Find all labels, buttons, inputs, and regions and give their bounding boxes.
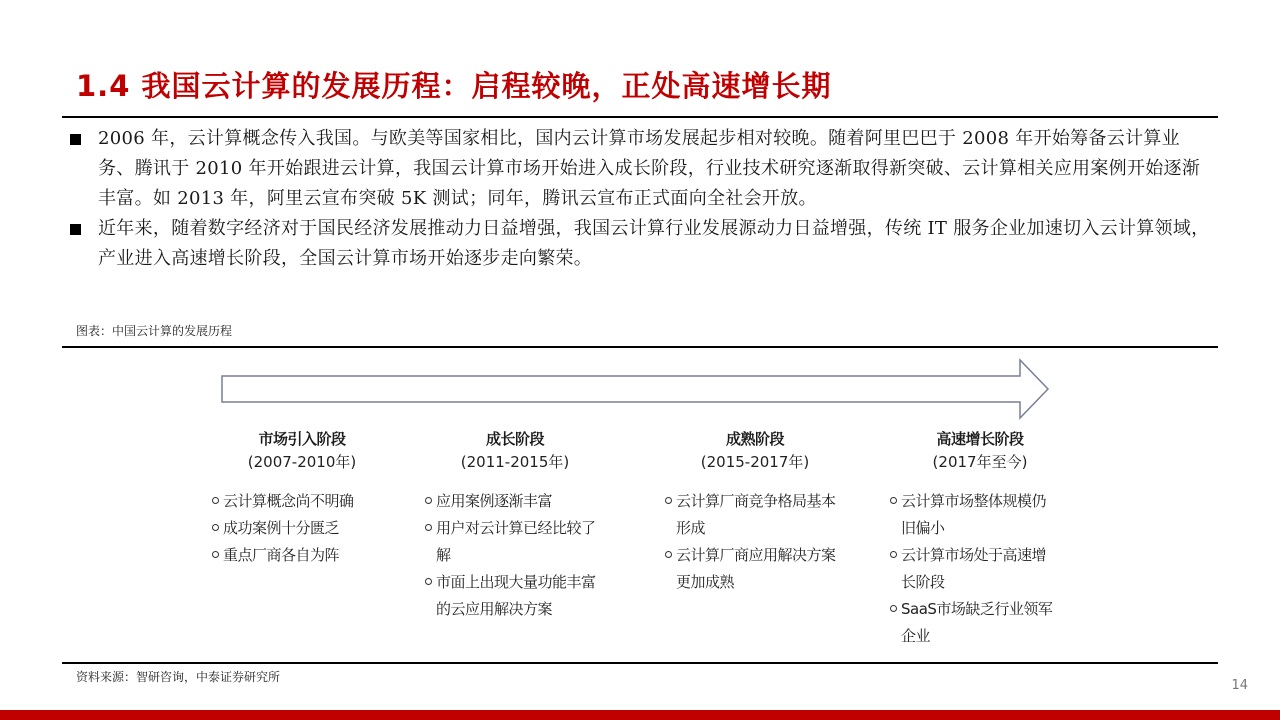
circle-bullet-icon	[425, 578, 432, 585]
circle-bullet-icon	[425, 524, 432, 531]
circle-bullet-icon	[890, 605, 897, 612]
stage-item: 市面上出现大量功能丰富的云应用解决方案	[425, 569, 605, 623]
stage-item: 云计算概念尚不明确	[212, 488, 442, 515]
stage-name: 成长阶段	[485, 430, 544, 448]
figure-caption: 图表：中国云计算的发展历程	[76, 324, 233, 338]
stage-years: (2015-2017年)	[700, 453, 810, 471]
stage-item: SaaS市场缺乏行业领军企业	[890, 596, 1058, 650]
timeline-arrow-icon	[220, 358, 1052, 420]
bullet-text: 近年来，随着数字经济对于国民经济发展推动力日益增强，我国云计算行业发展源动力日益增强，传统 IT 服务企业加速切入云计算领域，产业进入高速增长阶段，全国云计算市场开始逐步走向繁荣。	[98, 218, 1210, 269]
source-divider	[62, 662, 1218, 664]
stage-maturity	[665, 428, 847, 596]
stage-years: (2017年至今)	[932, 453, 1028, 471]
stage-item: 云计算市场处于高速增长阶段	[890, 542, 1058, 596]
circle-bullet-icon	[212, 524, 219, 531]
caption-divider	[62, 346, 1218, 348]
stage-years: (2007-2010年)	[247, 453, 357, 471]
circle-bullet-icon	[890, 497, 897, 504]
stage-name: 市场引入阶段	[258, 430, 346, 448]
circle-bullet-icon	[425, 497, 432, 504]
page-number: 14	[1231, 678, 1248, 693]
bullet-item	[62, 124, 1212, 214]
stage-years: (2011-2015年)	[460, 453, 570, 471]
stage-growth	[425, 428, 605, 623]
page-title: 1.4 我国云计算的发展历程：启程较晚，正处高速增长期	[76, 69, 832, 103]
stage-item: 成功案例十分匮乏	[212, 515, 442, 542]
circle-bullet-icon	[212, 551, 219, 558]
stage-item: 云计算市场整体规模仍旧偏小	[890, 488, 1058, 542]
square-bullet-icon	[70, 134, 81, 145]
source-note: 资料来源：智研咨询，中泰证券研究所	[76, 670, 281, 684]
stage-item: 云计算厂商应用解决方案更加成熟	[665, 542, 847, 596]
circle-bullet-icon	[665, 497, 672, 504]
stage-item: 重点厂商各自为阵	[212, 542, 442, 569]
stage-name: 高速增长阶段	[936, 430, 1024, 448]
stage-item: 用户对云计算已经比较了解	[425, 515, 605, 569]
stage-name: 成熟阶段	[725, 430, 784, 448]
bullet-text: 2006 年，云计算概念传入我国。与欧美等国家相比，国内云计算市场发展起步相对较晚。随着阿里巴巴于 2008 年开始筹备云计算业务、腾讯于 2010 年开始跟进云计算，我国云计算市场开始进入成长阶段，行业技术研究逐渐取得新突破、云计算相关应用案例开始逐渐丰富。如 2013 年，阿里云宣布突破 5K 测试；同年，腾讯云宣布正式面向全社会开放。	[98, 128, 1201, 209]
bullet-list	[62, 124, 1212, 274]
circle-bullet-icon	[665, 551, 672, 558]
circle-bullet-icon	[212, 497, 219, 504]
stage-item: 应用案例逐渐丰富	[425, 488, 605, 515]
bullet-item	[62, 214, 1212, 274]
footer-bar	[0, 710, 1280, 720]
circle-bullet-icon	[890, 551, 897, 558]
stage-item: 云计算厂商竞争格局基本形成	[665, 488, 847, 542]
title-divider	[62, 116, 1218, 118]
stage-market-introduction	[212, 428, 442, 569]
stage-rapid-growth	[890, 428, 1058, 650]
square-bullet-icon	[70, 224, 81, 235]
